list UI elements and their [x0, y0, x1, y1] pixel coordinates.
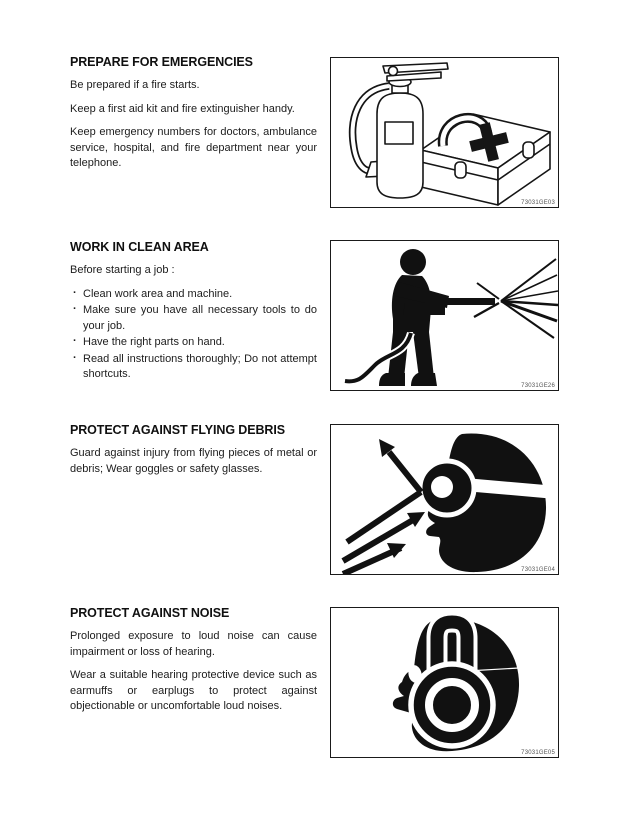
fire-extinguisher-first-aid-kit-icon: [331, 58, 558, 207]
section-prepare-for-emergencies: [70, 55, 317, 180]
goggles-debris-icon: [331, 425, 558, 574]
figure-code: 73031GE26: [521, 383, 555, 389]
paragraph: Be prepared if a fire starts.: [70, 79, 200, 91]
paragraph: Keep a first aid kit and fire extinguisher handy.: [70, 102, 295, 115]
figure-fire-emergency: [330, 57, 559, 208]
paragraph: Guard against injury from flying pieces of metal or debris; Wear goggles or safety glasses.: [70, 447, 317, 475]
section-protect-against-flying-debris: [70, 423, 317, 485]
section-heading: PROTECT AGAINST FLYING DEBRIS: [70, 423, 285, 437]
section-heading: PROTECT AGAINST NOISE: [70, 606, 230, 620]
bullet-item: · Clean work area and machine.: [70, 287, 317, 303]
figure-code: 73031GE04: [521, 567, 555, 573]
bullet-item: · Make sure you have all necessary tools to do your job.: [70, 303, 317, 334]
bullet-item: · Have the right parts on hand.: [70, 335, 317, 351]
earmuff-head-icon: [331, 608, 558, 757]
figure-code: 73031GE05: [521, 750, 555, 756]
figure-clean-area: [330, 240, 559, 391]
section-protect-against-noise: [70, 606, 317, 723]
paragraph: Wear a suitable hearing protective device such as earmuffs or earplugs to protect against objectionable or uncomfortable loud noises.: [70, 669, 317, 712]
paragraph: Keep emergency numbers for doctors, ambulance service, hospital, and fire department near your telephone.: [70, 126, 317, 169]
figure-noise-protection: [330, 607, 559, 758]
bullet-item: · Read all instructions thoroughly; Do not attempt shortcuts.: [70, 352, 317, 383]
section-heading: WORK IN CLEAN AREA: [70, 240, 209, 254]
section-heading: PREPARE FOR EMERGENCIES: [70, 55, 253, 69]
figure-code: 73031GE03: [521, 200, 555, 206]
paragraph: Prolonged exposure to loud noise can cause impairment or loss of hearing.: [70, 630, 317, 658]
section-work-in-clean-area: [70, 240, 317, 384]
worker-spraying-icon: [331, 241, 558, 390]
paragraph: Before starting a job :: [70, 264, 175, 276]
bullet-list: [70, 287, 317, 383]
figure-flying-debris: [330, 424, 559, 575]
